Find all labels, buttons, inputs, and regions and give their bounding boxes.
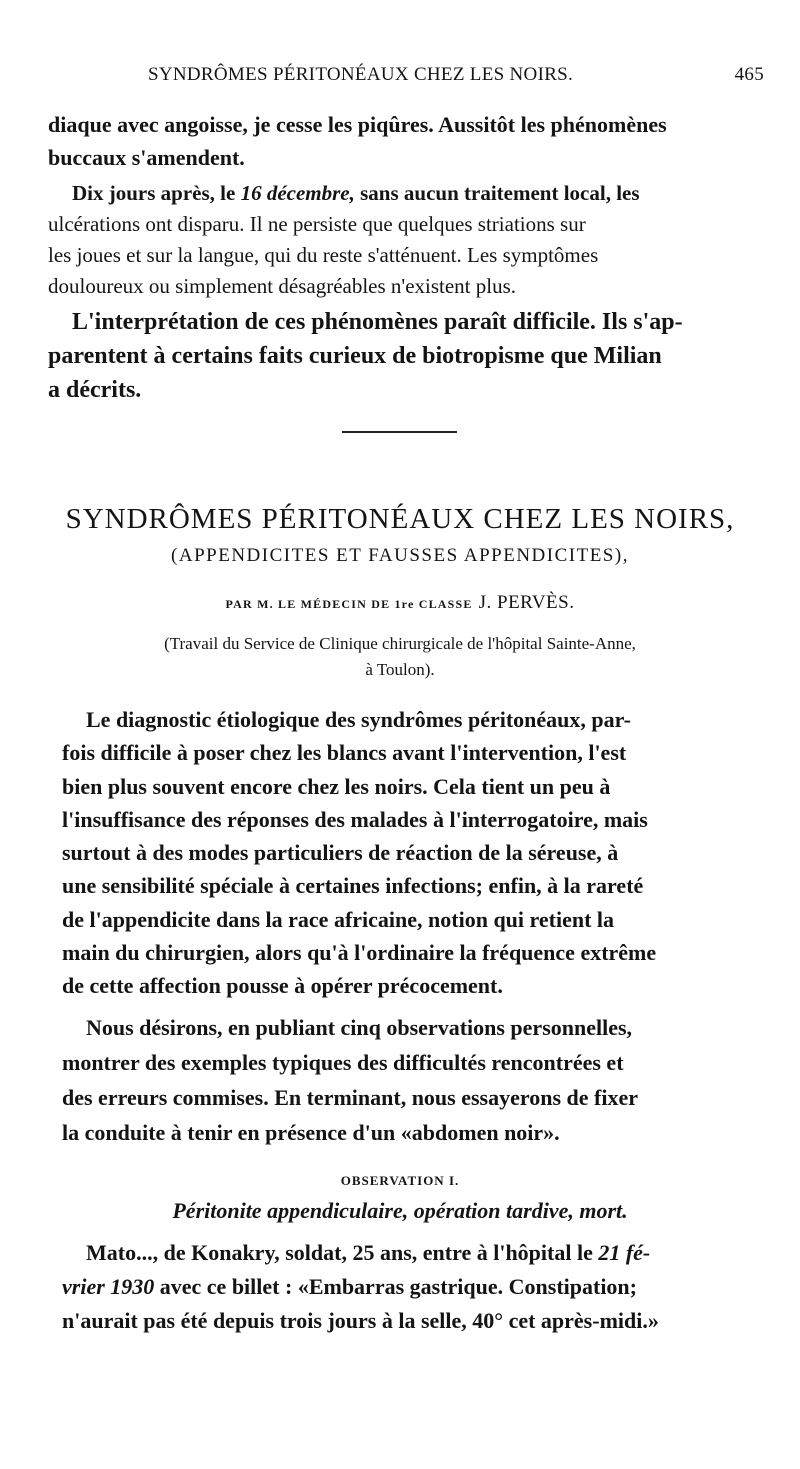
- affiliation-line: à Toulon).: [365, 660, 435, 679]
- date-italic: 16 décembre,: [240, 181, 355, 205]
- text-line: main du chirurgien, alors qu'à l'ordinaire la fréquence extrême: [62, 940, 657, 966]
- text-line: les joues et sur la langue, qui du reste s'atténuent. Les symptômes: [48, 243, 599, 267]
- text-line: [62, 1270, 762, 1304]
- text-line: ulcérations ont disparu. Il ne persiste que quelques striations sur: [48, 212, 586, 236]
- paragraph-continuation: [48, 108, 763, 174]
- text-line: des erreurs commises. En terminant, nous essayerons de fixer: [62, 1085, 639, 1110]
- section-divider: [342, 431, 457, 433]
- paragraph-objectives: [62, 1010, 762, 1150]
- text-line: fois difficile à poser chez les blancs avant l'intervention, l'est: [62, 740, 627, 766]
- text-line: n'aurait pas été depuis trois jours à la selle, 40° cet après-midi.»: [62, 1308, 659, 1333]
- byline: [0, 592, 800, 614]
- text-line: une sensibilité spéciale à certaines infections; enfin, à la rareté: [62, 873, 644, 899]
- text-segment: Dix jours après, le: [72, 181, 241, 205]
- paragraph-interpretation: [48, 305, 763, 407]
- observation-body: [62, 1236, 762, 1338]
- date-italic: vrier 1930: [62, 1274, 155, 1299]
- text-line: douloureux ou simplement désagréables n'existent plus.: [48, 274, 517, 298]
- text-line: la conduite à tenir en présence d'un «abdomen noir».: [62, 1120, 560, 1145]
- text-segment: Mato..., de Konakry, soldat, 25 ans, entre à l'hôpital le: [86, 1240, 599, 1265]
- text-line: a décrits.: [48, 377, 142, 403]
- text-line: buccaux s'amendent.: [48, 145, 245, 170]
- paragraph-ulcerations: [48, 178, 763, 302]
- text-line: surtout à des modes particuliers de réaction de la séreuse, à: [62, 840, 619, 866]
- text-line: Nous désirons, en publiant cinq observations personnelles,: [86, 1015, 633, 1040]
- text-line: diaque avec angoisse, je cesse les piqûres. Aussitôt les phénomènes: [48, 112, 667, 137]
- text-line: Le diagnostic étiologique des syndrômes péritonéaux, par-: [86, 707, 631, 732]
- text-line: de l'appendicite dans la race africaine, notion qui retient la: [62, 906, 615, 932]
- byline-prefix: PAR M. LE MÉDECIN DE 1re CLASSE: [225, 597, 473, 611]
- observation-subtitle: Péritonite appendiculaire, opération tardive, mort.: [172, 1198, 628, 1223]
- text-line: L'interprétation de ces phénomènes paraît difficile. Ils s'ap-: [72, 309, 683, 335]
- text-line: [48, 178, 763, 209]
- date-italic: 21 fé-: [598, 1240, 651, 1265]
- running-title: SYNDRÔMES PÉRITONÉAUX CHEZ LES NOIRS.: [148, 64, 574, 85]
- text-line: de cette affection pousse à opérer précocement.: [62, 973, 503, 999]
- observation-heading: OBSERVATION I.: [340, 1173, 460, 1188]
- text-line: montrer des exemples typiques des difficultés rencontrées et: [62, 1050, 624, 1075]
- paragraph-diagnostic: [62, 703, 762, 1003]
- text-segment: avec ce billet : «Embarras gastrique. Constipation;: [154, 1274, 637, 1299]
- text-line: bien plus souvent encore chez les noirs. Cela tient un peu à: [62, 773, 611, 799]
- affiliation-line: (Travail du Service de Clinique chirurgicale de l'hôpital Sainte-Anne,: [164, 634, 636, 653]
- text-line: [62, 1236, 762, 1270]
- text-segment: sans aucun traitement local, les: [354, 181, 640, 205]
- text-line: l'insuffisance des réponses des malades à l'interrogatoire, mais: [62, 806, 648, 832]
- article-title: SYNDRÔMES PÉRITONÉAUX CHEZ LES NOIRS,: [65, 503, 735, 535]
- text-line: parentent à certains faits curieux de biotropisme que Milian: [48, 343, 662, 369]
- author-name: J. PERVÈS.: [478, 592, 575, 613]
- affiliation: [0, 631, 800, 683]
- page-number: 465: [734, 64, 764, 85]
- article-subtitle: (APPENDICITES ET FAUSSES APPENDICITES),: [171, 545, 629, 566]
